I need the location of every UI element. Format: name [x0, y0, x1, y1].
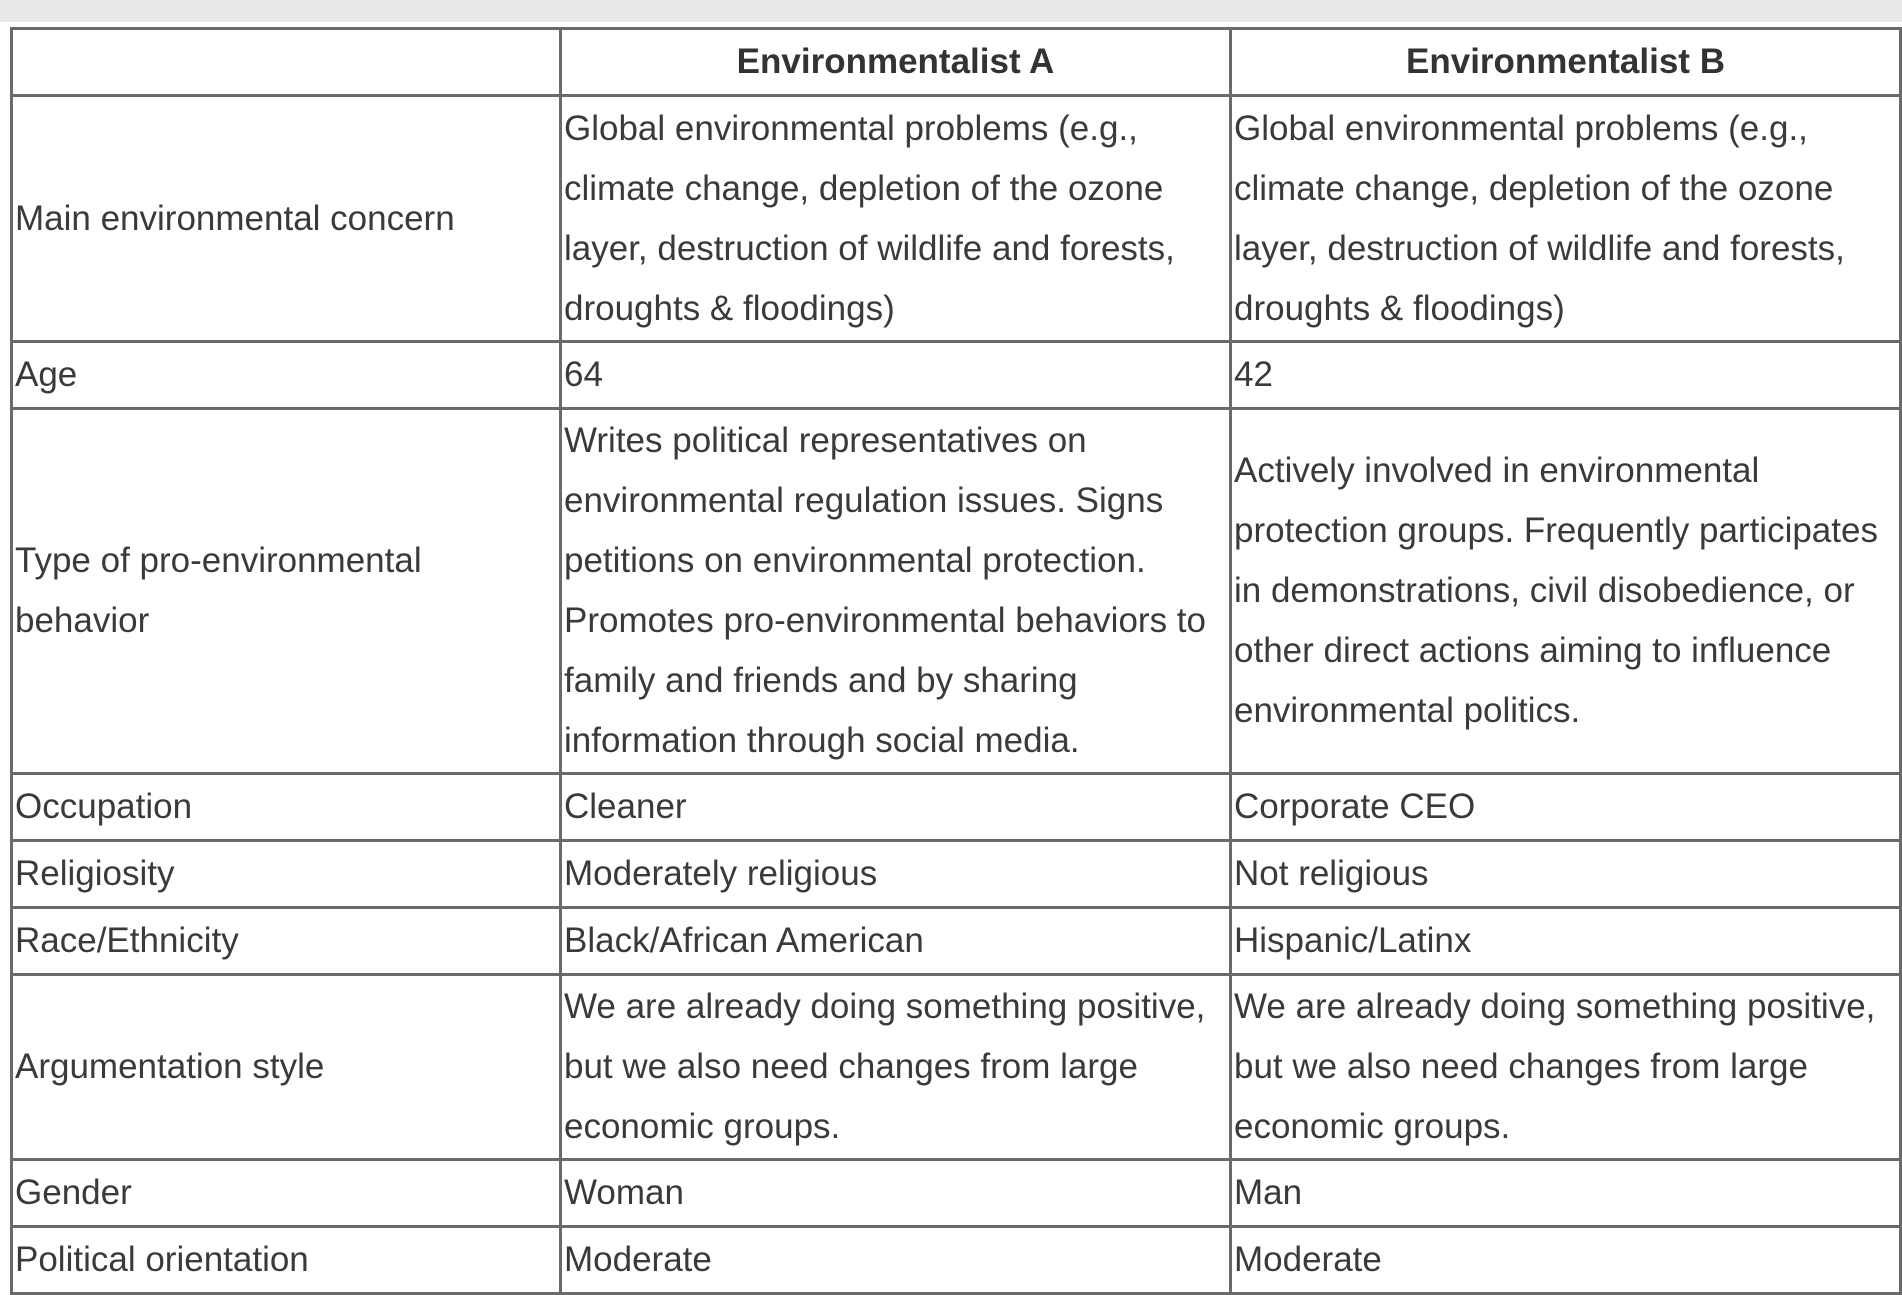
- header-environmentalist-a: Environmentalist A: [561, 29, 1231, 96]
- row-label: Occupation: [12, 774, 561, 841]
- row-label: Religiosity: [12, 841, 561, 908]
- header-environmentalist-b: Environmentalist B: [1231, 29, 1901, 96]
- cell-environmentalist-b: Not religious: [1231, 841, 1901, 908]
- row-label: Type of pro-environmental behavior: [12, 409, 561, 774]
- row-label: Race/Ethnicity: [12, 908, 561, 975]
- cell-environmentalist-a: Moderately religious: [561, 841, 1231, 908]
- cell-environmentalist-a: Global environmental problems (e.g., climate change, depletion of the ozone layer, destruction of wildlife and forests, droughts & floodings): [561, 96, 1231, 342]
- cell-environmentalist-b: Global environmental problems (e.g., climate change, depletion of the ozone layer, destruction of wildlife and forests, droughts & floodings): [1231, 96, 1901, 342]
- cell-environmentalist-a: Black/African American: [561, 908, 1231, 975]
- table-row: [12, 908, 1901, 975]
- cell-environmentalist-a: We are already doing something positive, but we also need changes from large economic groups.: [561, 975, 1231, 1160]
- cell-environmentalist-b: Man: [1231, 1160, 1901, 1227]
- top-strip: [0, 0, 1902, 22]
- cell-environmentalist-b: Moderate: [1231, 1227, 1901, 1294]
- header-row: [12, 29, 1901, 96]
- header-blank-cell: [12, 29, 561, 96]
- cell-environmentalist-b: 42: [1231, 342, 1901, 409]
- row-label: Age: [12, 342, 561, 409]
- table-row: [12, 409, 1901, 774]
- cell-environmentalist-a: Writes political representatives on environmental regulation issues. Signs petitions on environmental protection. Promotes pro-environmental behaviors to family and friends and by sharing information through social media.: [561, 409, 1231, 774]
- table-row: [12, 841, 1901, 908]
- row-label: Political orientation: [12, 1227, 561, 1294]
- table-row: [12, 1160, 1901, 1227]
- row-label: Gender: [12, 1160, 561, 1227]
- comparison-table: [10, 27, 1902, 1295]
- row-label: Main environmental concern: [12, 96, 561, 342]
- table-row: [12, 1227, 1901, 1294]
- table-row: [12, 96, 1901, 342]
- table-row: [12, 342, 1901, 409]
- cell-environmentalist-a: Cleaner: [561, 774, 1231, 841]
- cell-environmentalist-b: Hispanic/Latinx: [1231, 908, 1901, 975]
- cell-environmentalist-b: Actively involved in environmental protection groups. Frequently participates in demonstrations, civil disobedience, or other direct actions aiming to influence environmental politics.: [1231, 409, 1901, 774]
- cell-environmentalist-b: We are already doing something positive, but we also need changes from large economic groups.: [1231, 975, 1901, 1160]
- cell-environmentalist-b: Corporate CEO: [1231, 774, 1901, 841]
- table-row: [12, 975, 1901, 1160]
- row-label: Argumentation style: [12, 975, 561, 1160]
- cell-environmentalist-a: 64: [561, 342, 1231, 409]
- cell-environmentalist-a: Moderate: [561, 1227, 1231, 1294]
- table-row: [12, 774, 1901, 841]
- cell-environmentalist-a: Woman: [561, 1160, 1231, 1227]
